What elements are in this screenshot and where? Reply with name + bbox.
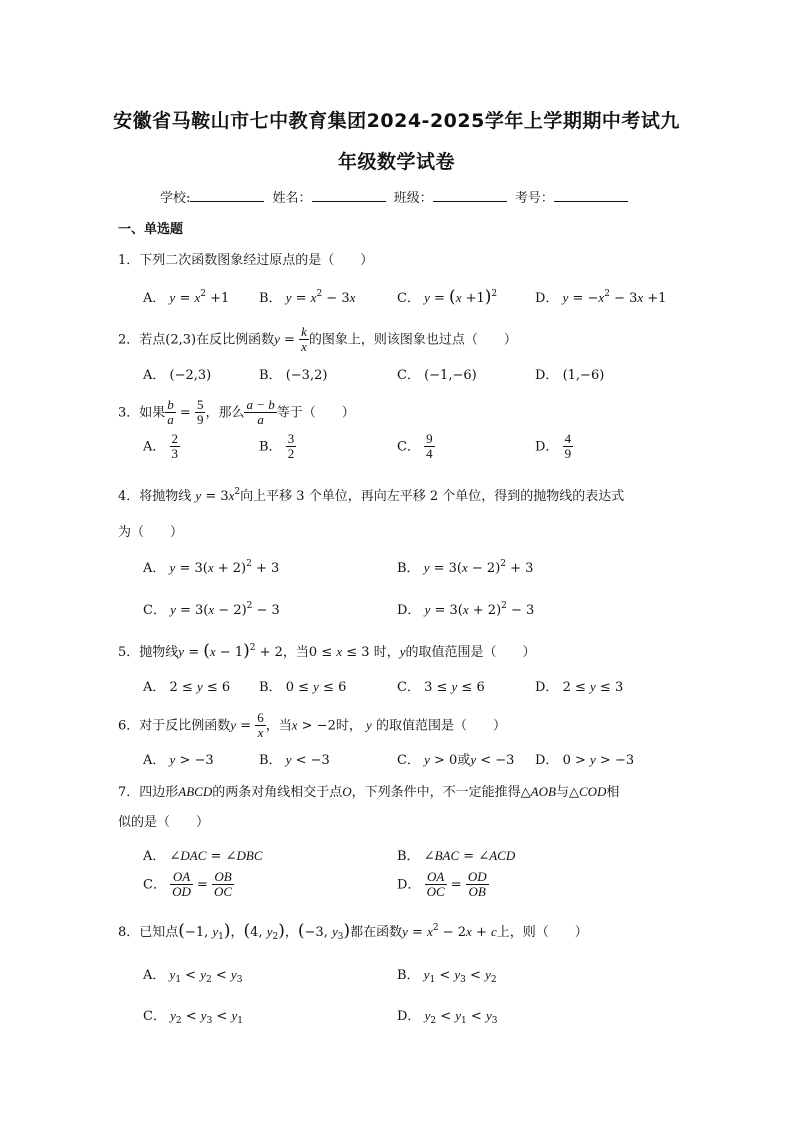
q6-option-d[interactable]: D． 0 > y > −3 — [535, 752, 635, 768]
q3-option-c[interactable]: C． $\frac{9}{4}$ — [397, 431, 433, 462]
q3-option-a[interactable]: A． $\frac{2}{3}$ — [143, 431, 179, 462]
number-label: 考号： — [514, 191, 554, 206]
q5-option-b[interactable]: B． 0 ≤ y ≤ 6 — [259, 679, 347, 695]
question-7-stem-line1: 7．四边形ABCD的两条对角线相交于点O，下列条件中，不一定能推得△AOB与△COD相 — [118, 784, 620, 800]
section-heading: 一、单选题 — [118, 222, 184, 237]
q8-option-c[interactable]: C． $y_2 < y_3 < y_1$ — [143, 1008, 243, 1026]
q1-option-a[interactable]: A． $y = x^2 +1$ — [143, 289, 230, 306]
q3-option-b[interactable]: B． $\frac{3}{2}$ — [259, 431, 295, 462]
q3-option-d[interactable]: D． $\frac{4}{9}$ — [535, 431, 572, 462]
q6-option-c[interactable]: C． y > 0或y < −3 — [397, 752, 515, 768]
question-1-stem: 1．下列二次函数图象经过原点的是（ ） — [118, 253, 374, 268]
q2-option-b[interactable]: B． (−3,2) — [259, 368, 328, 383]
q8-option-b[interactable]: B． $y_1 < y_3 < y_2$ — [397, 967, 497, 985]
q6-option-a[interactable]: A． y > −3 — [143, 752, 214, 768]
question-4-stem-line2: 为（ ） — [118, 525, 184, 540]
q5-option-a[interactable]: A． 2 ≤ y ≤ 6 — [143, 679, 231, 695]
q4-option-d[interactable]: D． $y = 3(x + 2)^2 - 3$ — [397, 601, 535, 618]
q1-option-b[interactable]: B． $y = x^2 - 3x$ — [259, 289, 356, 306]
question-3-stem: 3．如果 $\frac{b}{a}$ = $\frac{5}{9}$ ，那么 $\frac{a - b}{a}$ 等于（ ） — [118, 397, 355, 428]
q4-option-a[interactable]: A． $y = 3(x + 2)^2 + 3$ — [143, 559, 280, 576]
question-8-stem: 8．已知点(−1, $y_1$)，(4, $y_2$)，(−3, $y_3$)都在函数$y = x^2 - 2x + c$上，则（ ） — [118, 921, 588, 942]
question-6-stem: 6．对于反比例函数y = $\frac{6}{x}$ ，当x > −2时， y 的取值范围是（ ） — [118, 710, 506, 741]
q1-option-d[interactable]: D． $y = -x^2 - 3x +1$ — [535, 289, 667, 306]
q7-option-d[interactable]: D． $\frac{OA}{OC}$ = $\frac{OD}{OB}$ — [397, 869, 487, 900]
class-blank[interactable] — [433, 189, 507, 202]
q7-option-b[interactable]: B． ∠BAC = ∠ACD — [397, 848, 516, 864]
exam-title-line1: 安徽省马鞍山市七中教育集团2024-2025学年上学期期中考试九 — [113, 110, 680, 132]
q7-option-c[interactable]: C． $\frac{OA}{OD}$ = $\frac{OB}{OC}$ — [143, 869, 233, 900]
question-7-stem-line2: 似的是（ ） — [118, 815, 210, 830]
question-4-stem-line1: 4．将抛物线 $y = 3x^2$向上平移 3 个单位，再向左平移 2 个单位，得到的抛物线的表达式 — [118, 487, 625, 504]
school-label: 学校: — [160, 191, 191, 206]
q8-option-d[interactable]: D． $y_2 < y_1 < y_3$ — [397, 1008, 498, 1026]
student-info-line — [160, 187, 660, 206]
name-label: 姓名： — [272, 191, 312, 206]
exam-title-line2: 年级数学试卷 — [337, 151, 455, 173]
q5-option-c[interactable]: C． 3 ≤ y ≤ 6 — [397, 679, 485, 695]
q6-option-b[interactable]: B． y < −3 — [259, 752, 330, 768]
q7-option-a[interactable]: A． ∠DAC = ∠DBC — [143, 848, 263, 864]
q4-option-b[interactable]: B． $y = 3(x - 2)^2 + 3$ — [397, 559, 534, 576]
question-2-stem: 2．若点(2,3)在反比例函数y = $\frac{k}{x}$ 的图象上，则该图象也过点（ ） — [118, 324, 517, 355]
q8-option-a[interactable]: A． $y_1 < y_2 < y_3$ — [143, 967, 243, 985]
number-blank[interactable] — [554, 189, 628, 202]
q2-option-d[interactable]: D． (1,−6) — [535, 368, 605, 383]
q4-option-c[interactable]: C． $y = 3(x - 2)^2 - 3$ — [143, 601, 280, 618]
question-5-stem: 5．抛物线$y = (x - 1)^2 + 2$，当0 ≤ x ≤ 3 时，y的取值范围是（ ） — [118, 641, 536, 661]
name-blank[interactable] — [312, 189, 386, 202]
q1-option-c[interactable]: C． $y = (x +1)^2$ — [397, 287, 498, 307]
q2-option-c[interactable]: C． (−1,−6) — [397, 368, 477, 383]
q5-option-d[interactable]: D． 2 ≤ y ≤ 3 — [535, 679, 624, 695]
school-blank[interactable] — [190, 189, 264, 202]
class-label: 班级： — [393, 191, 433, 206]
q2-option-a[interactable]: A． (−2,3) — [143, 368, 212, 383]
